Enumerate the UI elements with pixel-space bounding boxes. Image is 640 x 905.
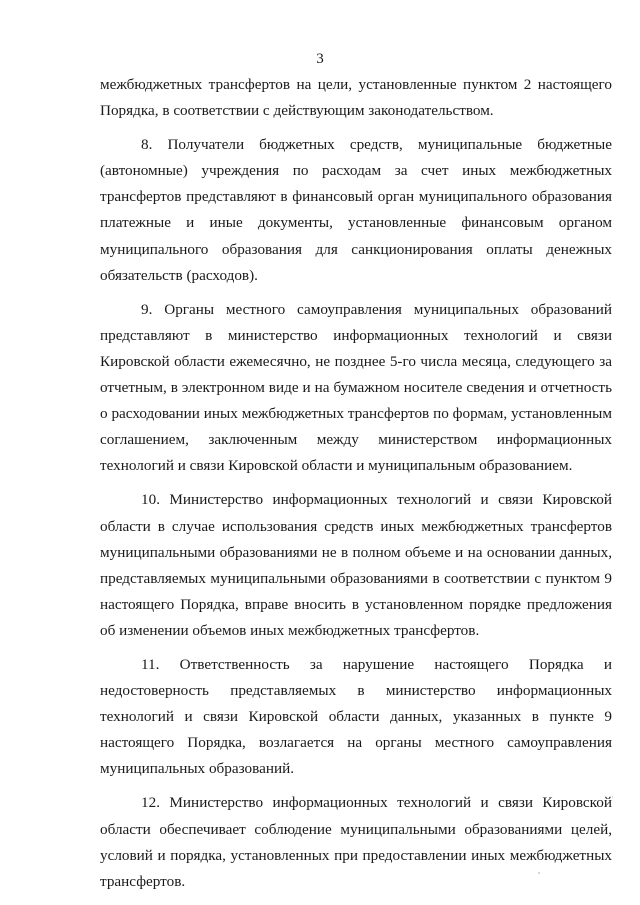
paragraph-item-9: 9. Органы местного самоуправления муниципальных образований представляют в министерство информационных технологий и связи Кировской области ежемесячно, не позднее 5-го числа месяца, следующего за отчетным, в электронном виде и на бумажном носителе сведения и отчетность о расходовании иных межбюджетных трансфертов по формам, установленным соглашением, заключенным между министерством информационных технологий и связи Кировской области и муниципальным образованием. <box>100 300 612 475</box>
paragraph-item-8: 8. Получатели бюджетных средств, муниципальные бюджетные (автономные) учреждения по расходам за счет иных межбюджетных трансфертов представляют в финансовый орган муниципального образования платежные и иные документы, установленные финансовым органом муниципального образования для санкционирования оплаты денежных обязательств (расходов). <box>100 136 612 284</box>
scan-speck <box>538 872 540 874</box>
paragraph-item-12: 12. Министерство информационных технологий и связи Кировской области обеспечивает соблюдение муниципальными образованиями целей, условий и порядка, установленных при предоставлении иных межбюджетных трансфертов. <box>100 794 612 890</box>
paragraph-continuation: межбюджетных трансфертов на цели, установленные пунктом 2 настоящего Порядка, в соответствии с действующим законодательством. <box>100 76 612 120</box>
document-body <box>100 72 612 895</box>
paragraph-item-10: 10. Министерство информационных технологий и связи Кировской области в случае использования средств иных межбюджетных трансфертов муниципальными образованиями не в полном объеме и на основании данных, представляемых муниципальными образованиями в соответствии с пунктом 9 настоящего Порядка, вправе вносить в установленном порядке предложения об изменении объемов иных межбюджетных трансфертов. <box>100 491 612 639</box>
paragraph-item-11: 11. Ответственность за нарушение настоящего Порядка и недостоверность представляемых в министерство информационных технологий и связи Кировской области данных, указанных в пункте 9 настоящего Порядка, возлагается на органы местного самоуправления муниципальных образований. <box>100 655 612 778</box>
scan-speck <box>612 796 613 798</box>
page-number: 3 <box>316 51 324 67</box>
